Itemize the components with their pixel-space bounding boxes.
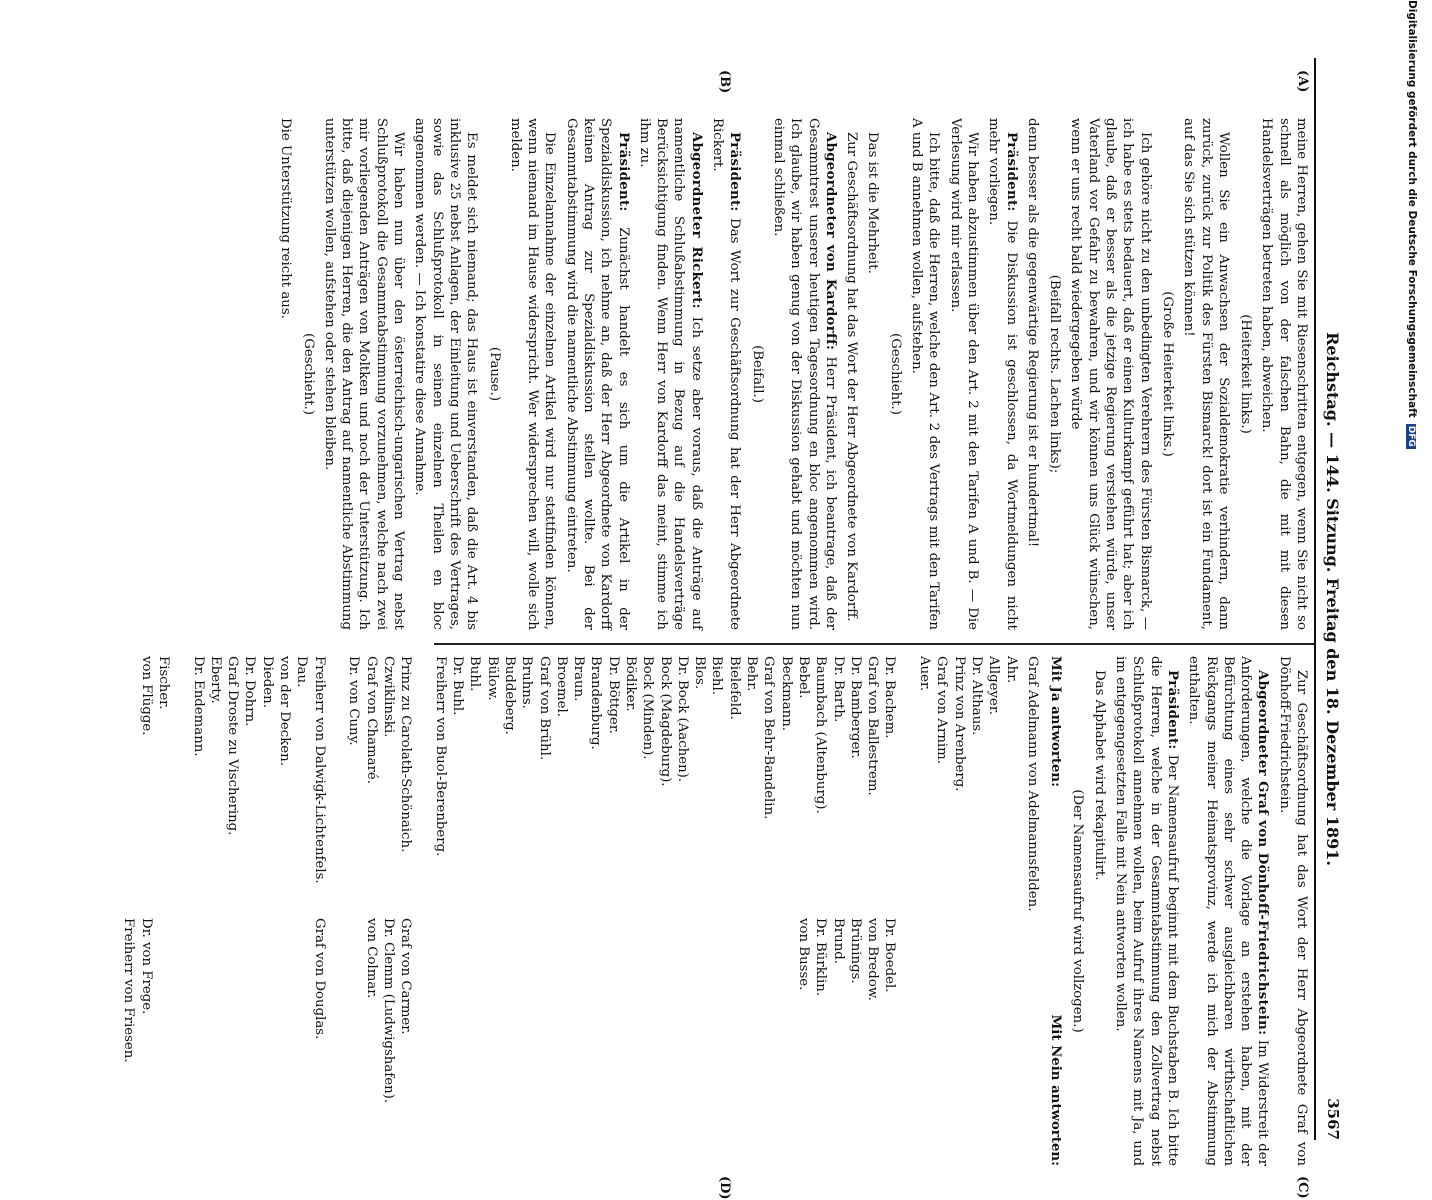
name-entry: Dr. von Cuny.	[346, 656, 362, 746]
name-entry	[431, 918, 448, 1166]
speaker-name: Abgeordneter von Kardorff:	[822, 132, 838, 351]
name-entry: Brund.	[830, 918, 846, 964]
paragraph: Wollen Sie ein Anwachsen der Sozialdemokratie verhindern, dann zurück, zurück zur Politik des Fürsten Bismarck! dort ist ein Fundament, auf das Sie sich stützen können!	[1181, 118, 1231, 630]
speech-kardorff	[770, 118, 839, 630]
speaker-name: Abgeordneter Graf von Dönhoff-Friedrichstein:	[1255, 670, 1271, 1036]
paragraph: Ich gehöre nicht zu den unbedingten Verehrern des Fürsten Bismarck, — ich habe es stets bedauert, daß er einen Kulturkampf geführt hat; aber ich glaube, daß er besser als die jetzige Regierung verstehen würde, unser Vaterland vor Gefahr zu bewahren, und wir können uns Glück wünschen, wenn er uns recht bald wiedergegeben würde	[1068, 118, 1153, 630]
name-entry	[449, 918, 466, 1166]
name-entry: Freiherr von Dalwigk-Lichtenfels.	[311, 656, 327, 884]
ja-names-col1	[120, 656, 1019, 904]
paragraph: Zur Geschäftsordnung hat das Wort der Herr Abgeordnete Graf von Dönhoff-Friedrichstein.	[1276, 656, 1309, 1166]
name-entry	[916, 918, 933, 1166]
name-entry: Biehl.	[709, 656, 725, 695]
speaker-name: Präsident:	[1164, 670, 1180, 750]
speaker-name: Präsident:	[1003, 132, 1019, 212]
nein-heading: Mit Nein antworten:	[1048, 1014, 1064, 1166]
name-entry: Bödiker.	[623, 656, 639, 712]
speaker-name: Abgeordneter Rickert:	[688, 132, 704, 309]
speech-president	[1112, 656, 1181, 1166]
name-entry	[968, 918, 985, 1166]
name-entry: Graf von Ballestrem.	[865, 656, 881, 796]
name-entry: Allgeyer.	[986, 656, 1002, 715]
name-entry	[760, 918, 777, 1166]
name-entry: von Colmar.	[363, 918, 379, 999]
stage-direction: (Der Namensaufruf wird vollzogen.)	[1070, 789, 1086, 1033]
speaker-name: Präsident:	[727, 132, 743, 212]
name-entry: Bielefeld.	[726, 656, 742, 720]
name-entry	[189, 918, 206, 1166]
speech-text: Ich setze aber voraus, daß die Anträge auf namentliche Schlußabstimmung in Bezug auf die Handelsverträge Berücksichtigung finden. Wenn Herr von Kardorff das meint, stimme ich ihm zu.	[636, 118, 704, 630]
name-entry: Beckmann.	[778, 656, 794, 732]
stage-direction: (Beifall.)	[749, 345, 765, 403]
ja-names-col2	[120, 918, 1019, 1166]
speech-text: Herr Präsident, ich beantrage, daß der Gesammtrest unserer heutigen Tagesordnung en bloc angenommen wird. Ich glaube, wir haben genug von der Diskussion gehabt und möchten nun einmal schließen.	[770, 118, 838, 630]
margin-marker-b: (B)	[717, 70, 732, 94]
paragraph: Ich bitte, daß die Herren, welche den Art. 2 des Vertrags mit den Tarifen A und B annehmen wollen, aufstehen.	[909, 118, 942, 630]
name-entry: Dr. Bamberger.	[847, 656, 863, 759]
running-head: Reichstag. — 144. Sitzung. Freitag den 18. Dezember 1891.	[1323, 332, 1342, 866]
name-entry	[985, 918, 1002, 1166]
watermark-text: Digitalisierung gefördert durch die Deutsche Forschungsgemeinschaft	[1406, 0, 1418, 418]
name-entry: Graf von Arnim.	[934, 656, 950, 764]
name-entry: Dau.	[294, 656, 310, 688]
speech-rickert	[636, 118, 705, 630]
name-entry: Ahr.	[1003, 656, 1019, 684]
paragraph: meine Herren, gehen Sie mit Riesenschritten entgegen, wenn Sie nicht so schnell als möglich von der falschen Bahn, die mit mit diesen Handelsverträgen betreten haben, abweichen.	[1259, 118, 1309, 630]
name-entry	[414, 656, 431, 904]
name-entry: Graf Droste zu Vischering.	[225, 656, 241, 836]
name-entry	[518, 918, 535, 1166]
name-entry	[933, 918, 950, 1166]
name-entry: Bebel.	[795, 656, 811, 699]
name-entry	[691, 918, 708, 1166]
paragraph: Zur Geschäftsordnung hat das Wort der Herr Abgeordnete von Kardorff.	[844, 132, 860, 622]
name-entry: Dr. Buhl.	[450, 656, 466, 716]
ja-heading: Mit Ja antworten:	[1048, 656, 1064, 788]
speech-text: Zunächst handelt es sich um die Artikel in der Spezialdiskussion, ich nehme an, daß der Herr Abgeordnete von Kardorff keinen Antrag zur Spezialdiskussion stellen wollte. Bei der Gesammtabstimmung wird die namentliche Abstimmung eintreten.	[563, 118, 631, 630]
vote-headings	[1047, 656, 1064, 1166]
name-entry: von der Decken.	[277, 656, 293, 766]
name-entry: Prinz von Arenberg.	[951, 656, 967, 792]
name-entry	[898, 656, 915, 904]
paragraph: Es meldet sich niemand; das Haus ist einverstanden, daß die Art. 4 bis inklusive 25 nebst Anlagen, der Einleitung und Ueberschrift des Vertrages, sowie das Schlußprotokoll in seinen einzelnen Theilen en bloc angenommen werden. — Ich konstatire diese Annahme.	[412, 118, 480, 630]
page-number: 3567	[1324, 1098, 1342, 1140]
name-entry: Dieden.	[259, 656, 275, 708]
name-entry	[328, 918, 345, 1166]
page-header	[1314, 58, 1344, 1140]
stage-direction: (Pause.)	[486, 346, 502, 402]
name-entry: von Flügge.	[138, 656, 154, 736]
left-column	[273, 118, 1310, 630]
name-entry	[293, 918, 310, 1166]
name-entry	[258, 918, 275, 1166]
name-entry	[172, 656, 189, 904]
name-entry: Dr. Althaus.	[968, 656, 984, 736]
name-entry	[708, 918, 725, 1166]
name-entry: Freiherr von Buol-Berenberg.	[432, 656, 448, 857]
name-entry: Graf von Douglas.	[311, 918, 327, 1040]
name-entry: Dr. Dohrn.	[242, 656, 258, 727]
name-entry	[172, 918, 189, 1166]
name-entry: Graf von Carmer.	[398, 918, 414, 1035]
name-entry	[898, 918, 915, 1166]
name-entry	[155, 918, 172, 1166]
name-entry	[553, 918, 570, 1166]
name-entry: Dr. Endemann.	[190, 656, 206, 757]
name-entry	[535, 918, 552, 1166]
name-entry	[674, 918, 691, 1166]
name-entry: Dr. von Frege.	[138, 918, 154, 1015]
name-entry	[726, 918, 743, 1166]
name-entry: Graf von Brühl.	[536, 656, 552, 761]
name-entry	[276, 918, 293, 1166]
name-entry: Bock (Minden).	[640, 656, 656, 760]
name-entry: Brandenburg.	[588, 656, 604, 750]
name-entry: Dr. Barth.	[830, 656, 846, 723]
paragraph: denn besser als die gegenwärtige Regierung ist er hundertmal!	[1024, 118, 1040, 548]
name-entry	[345, 918, 362, 1166]
paragraph: Das ist die Mehrheit.	[865, 132, 881, 274]
name-entry: Broemel.	[553, 656, 569, 717]
paragraph: Die Einzelannahme der einzelnen Artikel wird nur stattfinden können, wenn niemand im Hause widerspricht. Wer widersprechen will, wolle sich melden.	[507, 118, 558, 630]
name-entry: Dr. Böttger.	[605, 656, 621, 734]
name-entry	[414, 918, 431, 1166]
right-column	[112, 656, 1310, 1166]
speech-text: Das Wort zur Geschäftsordnung hat der Herr Abgeordnete Rickert.	[710, 118, 743, 630]
watermark	[1402, 0, 1418, 1000]
name-entry	[743, 918, 760, 1166]
name-entry: von Bredow.	[865, 918, 881, 1001]
speech-text: Die Diskussion ist geschlossen, da Wortmeldungen nicht mehr vorliegen.	[986, 118, 1019, 630]
name-entry: Graf von Behr-Bandelin.	[761, 656, 777, 820]
name-entry: Bülow.	[484, 656, 500, 701]
margin-marker-a: (A)	[1295, 70, 1310, 93]
name-entry: Braun.	[571, 656, 587, 702]
name-entry: Buhl.	[467, 656, 483, 692]
name-entry	[224, 918, 241, 1166]
name-entry	[501, 918, 518, 1166]
name-entry: von Busse.	[795, 918, 811, 991]
column-divider	[434, 643, 1314, 645]
stage-direction: (Große Heiterkeit links.)	[1159, 291, 1175, 457]
speaker-name: Präsident:	[615, 132, 631, 212]
name-entry	[328, 656, 345, 904]
name-entry: Behr.	[744, 656, 760, 692]
name-entry: Graf von Chamaré.	[363, 656, 379, 785]
name-entry: Buddeberg.	[501, 656, 517, 735]
name-entry	[570, 918, 587, 1166]
name-entry: Graf Adelmann von Adelmannsfelden.	[1024, 656, 1040, 912]
name-entry: Auer.	[917, 656, 933, 692]
name-entry: Prinz zu Carolath-Schönaich.	[398, 656, 414, 853]
name-entry: Czwiklinski.	[380, 656, 396, 738]
name-entry	[207, 918, 224, 1166]
name-entry: Brünings.	[847, 918, 863, 984]
name-entry: Baumbach (Altenburg).	[813, 656, 829, 814]
stage-direction: (Beifall rechts. Lachen links);	[1047, 274, 1063, 474]
speech-president	[709, 118, 744, 630]
name-entry: Freiherr von Friesen.	[121, 918, 137, 1063]
name-entry	[483, 918, 500, 1166]
paragraph: Wir haben abzustimmen über den Art. 2 mit den Tarifen A und B. — Die Verlesung wird mir erlassen.	[947, 118, 980, 630]
name-entry: Dr. Boedel.	[882, 918, 898, 993]
name-entry	[604, 918, 621, 1166]
speech-text: Im Widerstreit der Anforderungen, welche die Vorlage an erstehen haben, mit der Befürchtung eines sehr schwer ausgleichbaren wirthschaftlichen Rückgangs meiner Heimatsprovinz, werde ich mich der Abstimmung enthalten.	[1186, 656, 1271, 1166]
stage-direction: (Geschieht.)	[300, 333, 316, 415]
speech-text: Der Namensaufruf beginnt mit dem Buchstaben B. Ich bitte die Herren, welche in der Gesammtabstimmung den Zollvertrag nebst Schlußprotokoll annehmen wollen, beim Aufruf ihres Namens mit Ja, und im entgegengesetzten Falle mit Nein antworten wollen.	[1113, 656, 1180, 1166]
margin-marker-c: (C)	[1295, 1176, 1310, 1199]
name-entry	[1002, 918, 1019, 1166]
paragraph: Die Unterstützung reicht aus.	[278, 118, 294, 319]
dfg-logo: DFG	[1406, 425, 1416, 447]
name-entry: Fischer.	[156, 656, 171, 710]
name-entry: Dr. Bock (Aachen).	[674, 656, 690, 783]
name-entry: Dr. Clemm (Ludwigshafen).	[380, 918, 396, 1104]
name-entry: Dr. Bachem.	[882, 656, 898, 739]
name-entry	[241, 918, 258, 1166]
name-entry: Eberty.	[207, 656, 223, 704]
name-entry: Bock (Magdeburg).	[657, 656, 673, 787]
name-entry: Bruhns.	[519, 656, 535, 709]
paragraph: Das Alphabet wird rekapitulirt.	[1091, 670, 1107, 881]
speech-president	[562, 118, 631, 630]
name-entry	[622, 918, 639, 1166]
name-entry: Dr. Bürklin.	[813, 918, 829, 997]
ja-name-grid	[120, 656, 1019, 1166]
name-entry	[466, 918, 483, 1166]
name-entry	[587, 918, 604, 1166]
stage-direction: (Heiterkeit links.)	[1238, 314, 1254, 434]
name-entry	[777, 918, 794, 1166]
margin-marker-d: (D)	[717, 1176, 732, 1200]
name-entry: Blos.	[692, 656, 708, 690]
paragraph: Wir haben nun über den österreichisch-ungarischen Vertrag nebst Schlußprotokoll die Gesammtabstimmung vorzunehmen, welche nach zwei mir vorliegenden Anträgen von Moltken und noch der Unterstützung. Ich bitte, daß diejenigen Herren, die den Antrag auf namentliche Abstimmung unterstützen wollen, aufstehen oder stehen bleiben.	[321, 118, 407, 630]
speech-doenhoff	[1185, 656, 1271, 1166]
name-entry	[656, 918, 673, 1166]
name-entry	[639, 918, 656, 1166]
name-entry	[950, 918, 967, 1166]
stage-direction: (Geschieht.)	[887, 333, 903, 415]
speech-president	[985, 118, 1020, 630]
